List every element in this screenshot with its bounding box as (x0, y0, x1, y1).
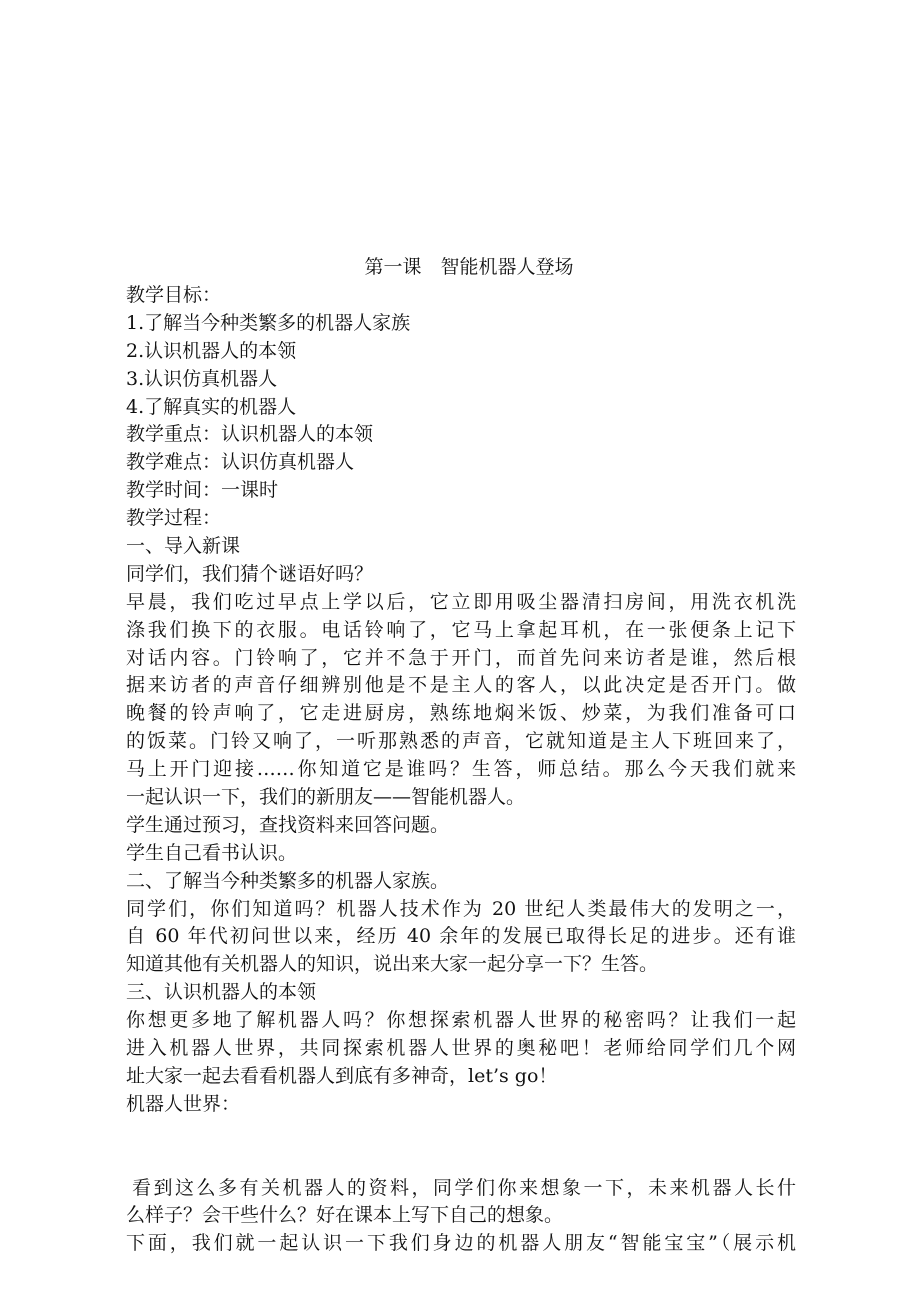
section-heading-process: 教学过程： (126, 507, 222, 530)
paragraph-line: 晚餐的铃声响了，它走进厨房，熟练地焖米饭、炒菜，为我们准备可口 (126, 702, 796, 725)
robot-world-label: 机器人世界： (126, 1092, 241, 1115)
paragraph-line: 马上开门迎接……你知道它是谁吗？生答，师总结。那么今天我们就来 (126, 758, 796, 781)
paragraph-line: 进入机器人世界，共同探索机器人世界的奥秘吧！老师给同学们几个网 (126, 1037, 796, 1060)
teaching-time: 教学时间：一课时 (126, 479, 279, 502)
paragraph-line: 学生通过预习，查找资料来回答问题。 (126, 813, 450, 836)
document-body (126, 252, 796, 1258)
objective-2: 2.认识机器人的本领 (126, 339, 297, 362)
section-heading-intro: 一、导入新课 (126, 535, 241, 558)
lesson-title: 第一课 智能机器人登场 (364, 256, 574, 278)
paragraph-line: 同学们，我们猜个谜语好吗？ (126, 562, 374, 585)
section-heading-objectives: 教学目标： (126, 284, 222, 306)
paragraph-line: 么样子？会干些什么？好在课本上写下自己的想象。 (126, 1204, 564, 1227)
paragraph-line: 对话内容。门铃响了，它并不急于开门，而首先问来访者是谁，然后根 (126, 646, 796, 669)
teaching-focus: 教学重点：认识机器人的本领 (126, 423, 374, 446)
paragraph-line: 早晨，我们吃过早点上学以后，它立即用吸尘器清扫房间，用洗衣机洗 (126, 590, 796, 613)
objective-1: 1.了解当今种类繁多的机器人家族 (126, 311, 411, 334)
paragraph-line: 自 60 年代初问世以来，经历 40 余年的发展已取得长足的进步。还有谁 (126, 925, 796, 948)
objective-3: 3.认识仿真机器人 (126, 367, 278, 390)
teaching-difficulty: 教学难点：认识仿真机器人 (126, 451, 355, 474)
paragraph-line: 一起认识一下，我们的新朋友——智能机器人。 (126, 786, 526, 809)
paragraph-line: 址大家一起去看看机器人到底有多神奇，let’s go！ (126, 1064, 558, 1087)
paragraph-line: 下面，我们就一起认识一下我们身边的机器人朋友“智能宝宝”（展示机 (126, 1232, 796, 1255)
blank-space (126, 1119, 796, 1175)
section-heading-robot-family: 二、了解当今种类繁多的机器人家族。 (126, 869, 450, 892)
paragraph-line: 同学们，你们知道吗？机器人技术作为 20 世纪人类最伟大的发明之一， (126, 897, 796, 920)
paragraph-line: 你想更多地了解机器人吗？你想探索机器人世界的秘密吗？让我们一起 (126, 1009, 796, 1032)
objective-4: 4.了解真实的机器人 (126, 395, 297, 418)
paragraph-line: 看到这么多有关机器人的资料，同学们你来想象一下，未来机器人长什 (132, 1176, 796, 1199)
paragraph-line: 据来访者的声音仔细辨别他是不是主人的客人，以此决定是否开门。做 (126, 674, 796, 697)
paragraph-line: 涤我们换下的衣服。电话铃响了，它马上拿起耳机，在一张便条上记下 (126, 618, 796, 641)
paragraph-line: 学生自己看书认识。 (126, 841, 298, 864)
paragraph-line: 的饭菜。门铃又响了，一听那熟悉的声音，它就知道是主人下班回来了， (126, 730, 796, 753)
section-heading-robot-skills: 三、认识机器人的本领 (126, 981, 317, 1004)
paragraph-line: 知道其他有关机器人的知识，说出来大家一起分享一下？生答。 (126, 953, 659, 976)
